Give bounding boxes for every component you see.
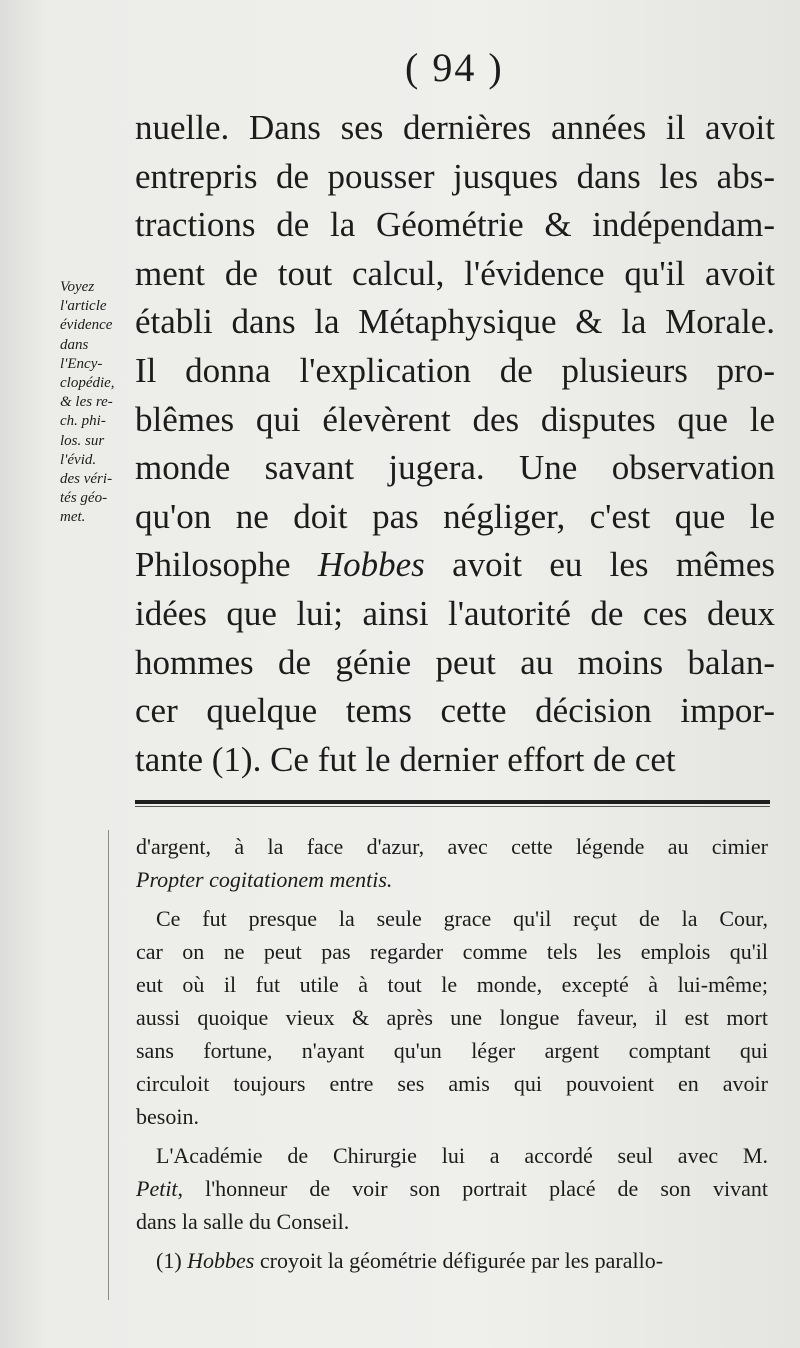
footnote-line: d'argent, à la face d'azur, avec cette légende au cimier xyxy=(136,834,768,859)
marginal-note-line: dans xyxy=(60,336,89,353)
main-text-line: monde savant jugera. Une observation xyxy=(135,448,775,488)
marginal-note-line: l'évid. xyxy=(60,451,97,468)
footnote-line: Petit, l'honneur de voir son portrait placé de son vivant xyxy=(136,1176,768,1201)
marginal-note-line: ch. phi- xyxy=(60,413,106,430)
footnote-block xyxy=(136,830,768,1277)
main-text-line: cer quelque tems cette décision impor- xyxy=(135,691,775,731)
footnote-separator-rule xyxy=(135,800,770,804)
marginal-note-line: tés géo- xyxy=(60,490,108,507)
main-text-line: blêmes qui élevèrent des disputes que le xyxy=(135,399,775,439)
main-text-line: tante (1). Ce fut le dernier effort de cet xyxy=(135,739,676,779)
footnote-margin-rule xyxy=(108,830,109,1300)
footnote-line: sans fortune, n'ayant qu'un léger argent comptant qui xyxy=(136,1038,768,1063)
marginal-note xyxy=(60,278,132,528)
footnote-line: circuloit toujours entre ses amis qui pouvoient en avoir xyxy=(136,1071,768,1096)
marginal-note-line: clopédie, xyxy=(60,375,115,392)
footnote-line: dans la salle du Conseil. xyxy=(136,1209,350,1234)
marginal-note-line: Voyez xyxy=(60,279,95,295)
main-text-line: qu'on ne doit pas négliger, c'est que le xyxy=(135,496,775,536)
footnote-line: eut où il fut utile à tout le monde, excepté à lui-même; xyxy=(136,972,768,997)
main-text-line: Il donna l'explication de plusieurs pro- xyxy=(135,350,775,390)
footnote-separator-thin-rule xyxy=(135,806,770,807)
main-text-line: hommes de génie peut au moins balan- xyxy=(135,642,775,682)
main-text-line: entrepris de pousser jusques dans les abs- xyxy=(135,156,775,196)
footnote-line: car on ne peut pas regarder comme tels les emplois qu'il xyxy=(136,939,768,964)
marginal-note-line: los. sur xyxy=(60,432,105,449)
marginal-note-line: & les re- xyxy=(60,394,113,411)
main-text-line: nuelle. Dans ses dernières années il avoit xyxy=(135,108,775,147)
marginal-note-line: l'article xyxy=(60,298,107,315)
marginal-note-line: évidence xyxy=(60,317,113,334)
page-number: ( 94 ) xyxy=(405,45,504,90)
main-text-block xyxy=(135,104,775,784)
marginal-note-line: l'Ency- xyxy=(60,355,103,372)
main-text-line: ment de tout calcul, l'évidence qu'il avoit xyxy=(135,253,775,293)
marginal-note-line: met. xyxy=(60,509,86,526)
main-text-line: idées que lui; ainsi l'autorité de ces deux xyxy=(135,593,775,633)
main-text-line: Philosophe Hobbes avoit eu les mêmes xyxy=(135,545,775,585)
footnote-line: besoin. xyxy=(136,1104,199,1129)
marginal-note-line: des véri- xyxy=(60,471,113,488)
main-text-line: établi dans la Métaphysique & la Morale. xyxy=(135,302,775,342)
footnote-line: Ce fut presque la seule grace qu'il reçut de la Cour, xyxy=(156,906,768,931)
footnote-line: aussi quoique vieux & après une longue faveur, il est mort xyxy=(136,1005,768,1030)
footnote-line: L'Académie de Chirurgie lui a accordé seul avec M. xyxy=(156,1143,768,1168)
main-text-line: tractions de la Géométrie & indépendam- xyxy=(135,205,775,245)
footnote-note-1: (1) Hobbes croyoit la géométrie défigurée par les parallo- xyxy=(156,1248,664,1273)
footnote-motto: Propter cogitationem mentis. xyxy=(136,867,393,892)
